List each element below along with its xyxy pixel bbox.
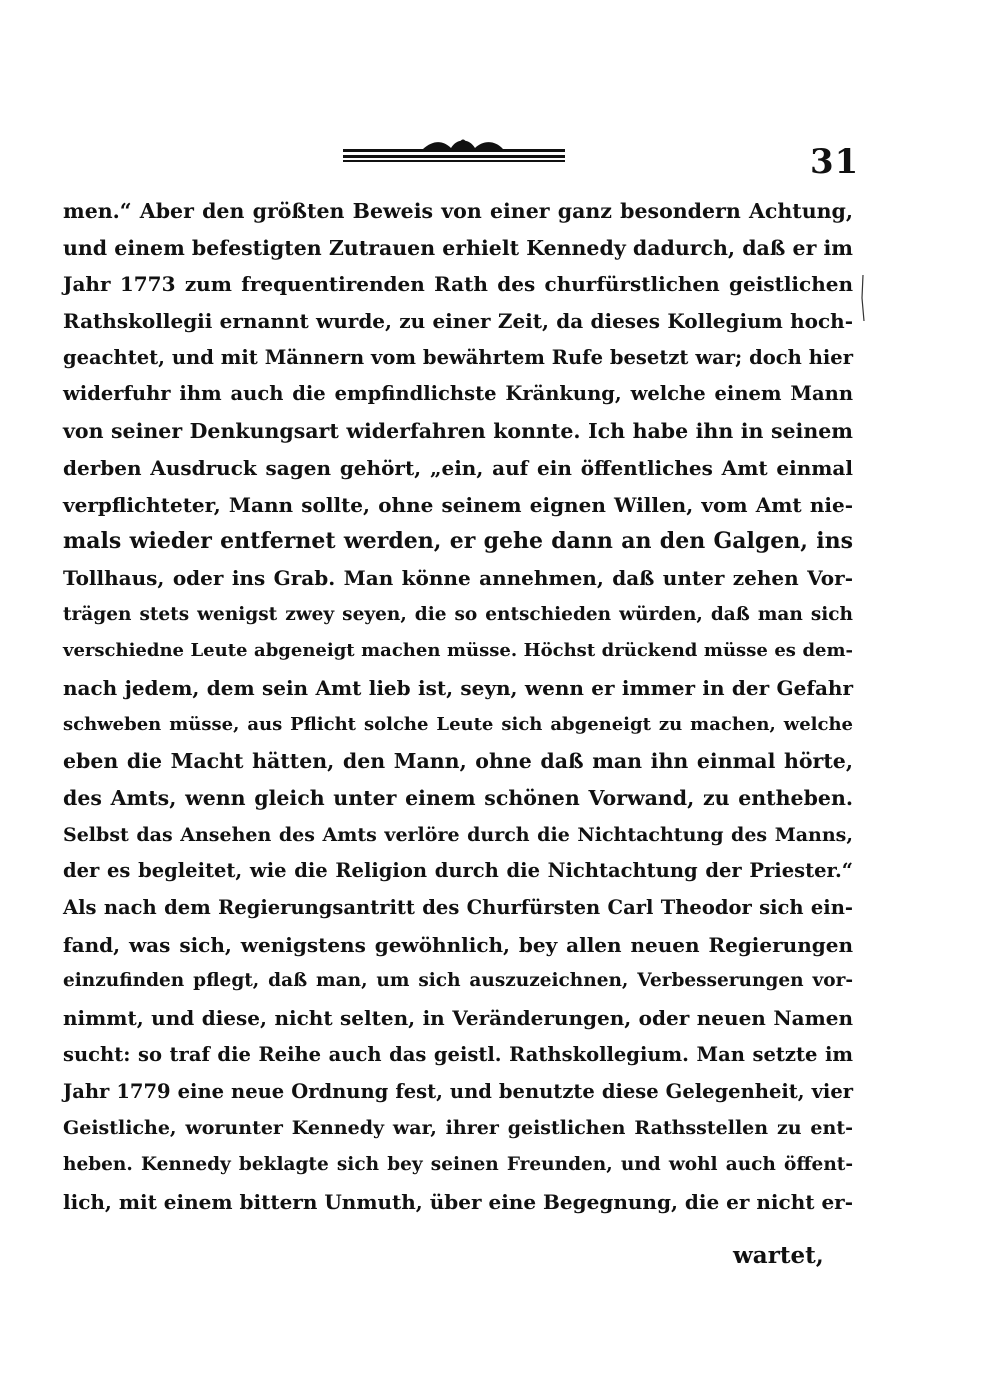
text-line: widerfuhr ihm auch die empfindlichste Kränkung, welche einem Mann <box>63 382 853 406</box>
text-line: nimmt, und diese, nicht selten, in Veränderungen, oder neuen Namen <box>63 1006 853 1031</box>
text-line: einzufinden pflegt, daß man, um sich auszuzeichnen, Verbesserungen vor- <box>63 970 853 992</box>
text-line: heben. Kennedy beklagte sich bey seinen Freunden, und wohl auch öffent- <box>63 1153 853 1175</box>
text-line: der es begleitet, wie die Religion durch die Nichtachtung der Priester.“ <box>63 859 853 883</box>
page-number: 31 <box>810 142 860 182</box>
text-line: eben die Macht hätten, den Mann, ohne daß man ihn einmal hörte, <box>63 749 853 774</box>
text-line: sucht: so traf die Reihe auch das geistl. Rathskollegium. Man setzte im <box>63 1042 853 1066</box>
margin-mark <box>861 275 865 321</box>
text-line: Selbst das Ansehen des Amts verlöre durch die Nichtachtung des Manns, <box>63 823 853 846</box>
text-line: derben Ausdruck sagen gehört, „ein, auf ein öffentliches Amt einmal <box>63 455 853 480</box>
text-line: Rathskollegii ernannt wurde, zu einer Zeit, da dieses Kollegium hoch- <box>63 309 853 334</box>
text-line: des Amts, wenn gleich unter einem schönen Vorwand, zu entheben. <box>63 786 853 810</box>
text-line: nach jedem, dem sein Amt lieb ist, seyn, wenn er immer in der Gefahr <box>63 675 853 700</box>
text-line: lich, mit einem bittern Unmuth, über eine Begegnung, die er nicht er- <box>63 1189 853 1214</box>
text-line: geachtet, und mit Männern vom bewährtem Rufe besetzt war; doch hier <box>63 345 853 369</box>
text-line: Jahr 1779 eine neue Ordnung fest, und benutzte diese Gelegenheit, vier <box>63 1079 853 1103</box>
text-line: und einem befestigten Zutrauen erhielt Kennedy dadurch, daß er im <box>63 235 853 260</box>
text-line: von seiner Denkungsart widerfahren konnte. Ich habe ihn in seinem <box>63 419 853 444</box>
text-line: men.“ Aber den größten Beweis von einer ganz besondern Achtung, <box>63 199 853 223</box>
catchword: wartet, <box>733 1242 824 1269</box>
text-line: trägen stets wenigst zwey seyen, die so entschieden würden, daß man sich <box>63 603 853 625</box>
text-line: mals wieder entfernet werden, er gehe dann an den Galgen, ins <box>63 528 853 555</box>
text-line: fand, was sich, wenigstens gewöhnlich, bey allen neuen Regierungen <box>63 932 853 957</box>
text-line: verschiedne Leute abgeneigt machen müsse. Höchst drückend müsse es dem- <box>63 640 853 662</box>
text-line: Geistliche, worunter Kennedy war, ihrer geistlichen Rathsstellen zu ent- <box>63 1117 853 1140</box>
text-line: Tollhaus, oder ins Grab. Man könne annehmen, daß unter zehen Vor- <box>63 565 853 590</box>
text-line: schweben müsse, aus Pflicht solche Leute sich abgeneigt zu machen, welche <box>63 713 853 735</box>
text-line: verpflichteter, Mann sollte, ohne seinem eignen Willen, vom Amt nie- <box>63 492 853 517</box>
text-line: Als nach dem Regierungsantritt des Churfürsten Carl Theodor sich ein- <box>63 896 853 920</box>
body-text <box>63 193 853 1220</box>
header-ornament <box>343 136 565 170</box>
text-line: Jahr 1773 zum frequentirenden Rath des churfürstlichen geistlichen <box>63 272 853 297</box>
